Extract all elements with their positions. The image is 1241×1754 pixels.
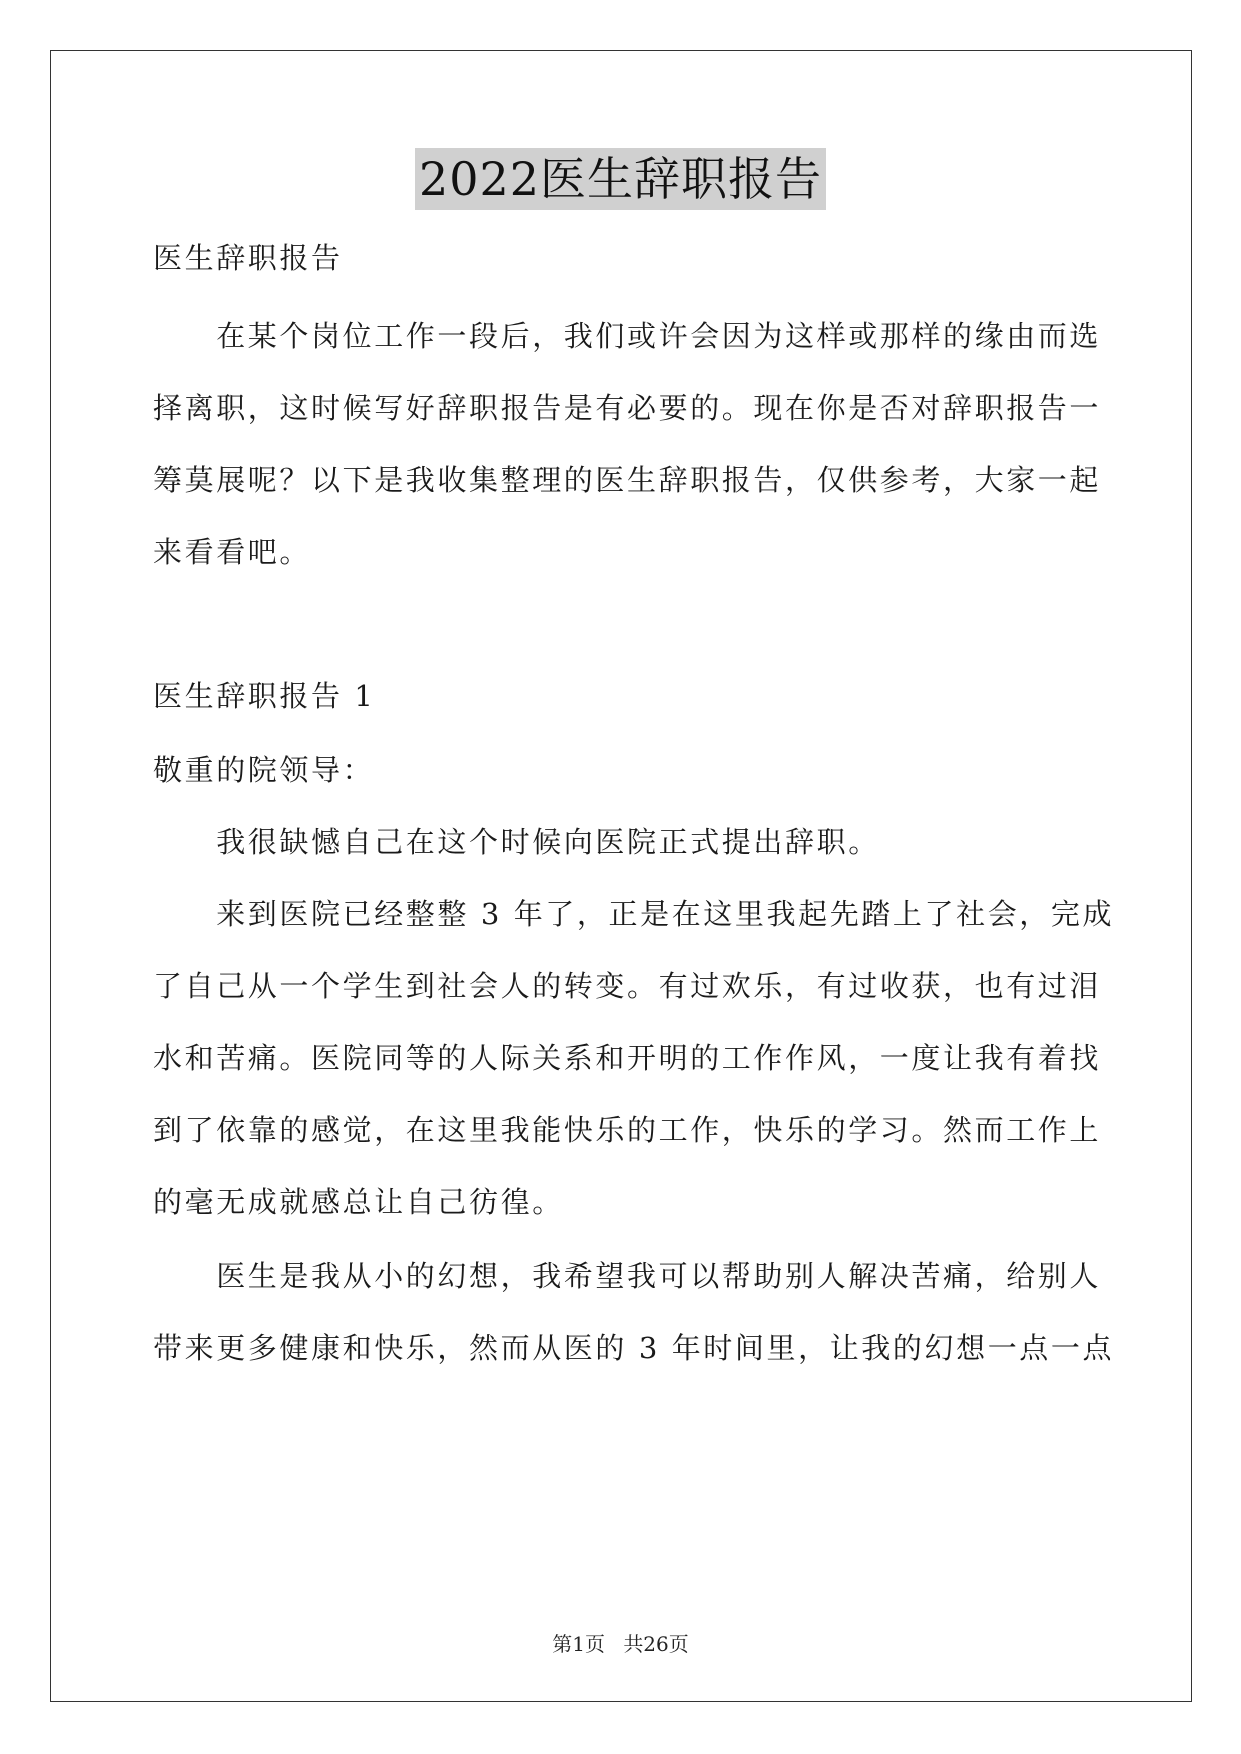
- body-line: 筹莫展呢？以下是我收集整理的医生辞职报告，仅供参考，大家一起: [153, 463, 1102, 497]
- body-line: 的毫无成就感总让自己彷徨。: [153, 1185, 564, 1219]
- current-page-label: 第1页: [552, 1632, 605, 1656]
- section-heading: 医生辞职报告 1: [153, 679, 376, 713]
- page-frame: [50, 50, 1192, 1702]
- body-line: 医生是我从小的幻想，我希望我可以帮助别人解决苦痛，给别人: [153, 1259, 1102, 1293]
- page-footer: [0, 1628, 1241, 1657]
- body-line: 到了依靠的感觉，在这里我能快乐的工作，快乐的学习。然而工作上: [153, 1113, 1102, 1147]
- body-line: 水和苦痛。医院同等的人际关系和开明的工作作风，一度让我有着找: [153, 1041, 1102, 1075]
- body-line: 在某个岗位工作一段后，我们或许会因为这样或那样的缘由而选: [153, 319, 1102, 353]
- salutation: 敬重的院领导：: [153, 753, 375, 787]
- body-line: 择离职，这时候写好辞职报告是有必要的。现在你是否对辞职报告一: [153, 391, 1102, 425]
- body-line: 了自己从一个学生到社会人的转变。有过欢乐，有过收获，也有过泪: [153, 969, 1102, 1003]
- body-line: 我很缺憾自己在这个时候向医院正式提出辞职。: [153, 825, 880, 859]
- section-heading: 医生辞职报告: [153, 241, 343, 275]
- total-pages-label: 共26页: [623, 1632, 689, 1656]
- title-container: [0, 148, 1241, 210]
- body-line: 带来更多健康和快乐，然而从医的 3 年时间里，让我的幻想一点一点: [153, 1331, 1115, 1365]
- document-title: 2022医生辞职报告: [415, 148, 826, 210]
- body-line: 来到医院已经整整 3 年了，正是在这里我起先踏上了社会，完成: [153, 897, 1115, 931]
- body-line: 来看看吧。: [153, 535, 312, 569]
